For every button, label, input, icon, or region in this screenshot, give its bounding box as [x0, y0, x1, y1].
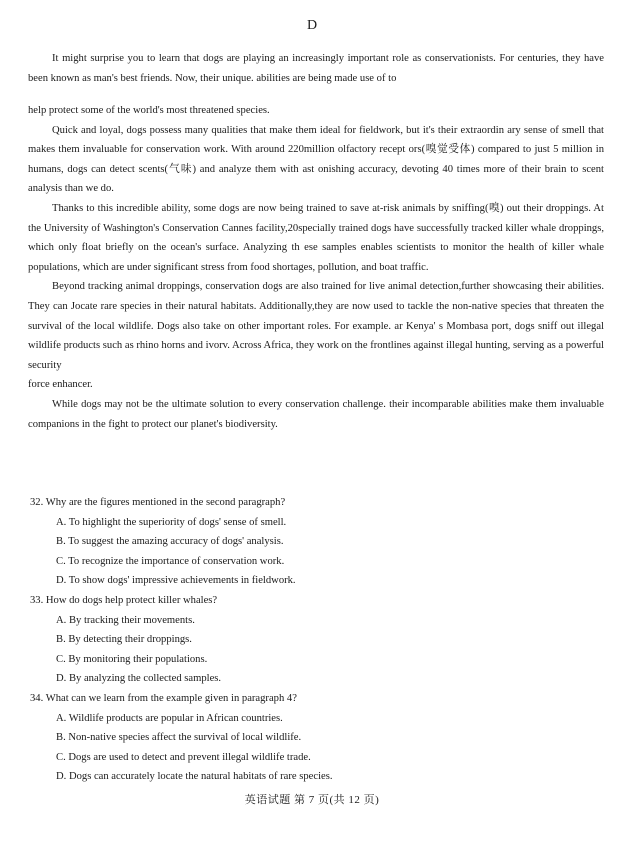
paragraph-1: It might surprise you to learn that dogs are playing an increasingly important role as conservationists. For centuries, they have been known as man's best friends. Now, their unique. abilities are being made use of to [28, 53, 604, 84]
question-list [30, 493, 590, 787]
option-b: B. By detecting their droppings. [56, 634, 192, 646]
option-c: C. To recognize the importance of conservation work. [56, 555, 285, 567]
question-32 [30, 493, 590, 591]
option-c: C. Dogs are used to detect and prevent illegal wildlife trade. [56, 751, 311, 763]
option-a: A. By tracking their movements. [56, 614, 195, 626]
question-33 [30, 591, 590, 689]
paragraph-4: Beyond tracking animal droppings, conservation dogs are also trained for live animal detection,further showcasing their abilities. They can Jocate rare species in their natural habitats. Additionally,they are now used to tackle the non-native species that threaten the survival of the local wildlife. Dogs also take on other important roles. For example. ar Kenya' s Mombasa port, dogs sniff out illegal wildlife products such as rhino horns and ivorv. Across Africa, they work on the frontlines against illegal hunting, serving as a powerful security [28, 281, 604, 371]
option-a: A. To highlight the superiority of dogs' sense of smell. [56, 516, 287, 528]
paragraph-1-continued: help protect some of the world's most threatened species. [28, 105, 270, 116]
option-c: C. By monitoring their populations. [56, 653, 208, 665]
paragraph-5: While dogs may not be the ultimate solution to every conservation challenge. their incomparable abilities make them invaluable companions in the fight to protect our planet's biodiversity. [28, 398, 604, 430]
option-d: D. Dogs can accurately locate the natural habitats of rare species. [56, 771, 333, 783]
paragraph-2: Quick and loyal, dogs possess many qualities that make them ideal for fieldwork, but it's their extraordin ary sense of smell that makes them invaluable for conservation work. With around 220million olfactory recept ors(嗅觉受体) compared to just 5 million in humans, dogs can detect scents(气味) and analyze them with ast onishing accuracy, devoting 40 times more of their brain to scent analysis than we do. [28, 124, 604, 195]
passage-intro [28, 49, 604, 88]
option-a: A. Wildlife products are popular in African countries. [56, 712, 283, 724]
option-b: B. To suggest the amazing accuracy of dogs' analysis. [56, 536, 284, 548]
option-d: D. To show dogs' impressive achievements in fieldwork. [56, 575, 296, 587]
question-stem: 34. What can we learn from the example given in paragraph 4? [30, 692, 297, 704]
question-34 [30, 689, 590, 787]
passage-body [28, 101, 604, 434]
paragraph-3: Thanks to this incredible ability, some dogs are now being trained to save at-risk animals by sniffing(嗅) out their droppings. At the University of Washington's Conservation Cannes facility,20specially trained dogs have successfully tracked killer whale droppings, which only float briefly on the ocean's surface. Analyzing th ese samples enables scientists to monitor the health of killer whale populations, which are under significant stress from food shortages, pollution, and boat traffic. [28, 202, 604, 273]
question-stem: 32. Why are the figures mentioned in the second paragraph? [30, 497, 286, 508]
paragraph-4-tail: force enhancer. [28, 379, 93, 391]
option-b: B. Non-native species affect the survival of local wildlife. [56, 732, 302, 744]
page-footer: 英语试题 第 7 页(共 12 页) [244, 794, 380, 806]
question-stem: 33. How do dogs help protect killer whales? [30, 594, 218, 606]
section-heading: D [306, 18, 318, 33]
option-d: D. By analyzing the collected samples. [56, 673, 222, 685]
